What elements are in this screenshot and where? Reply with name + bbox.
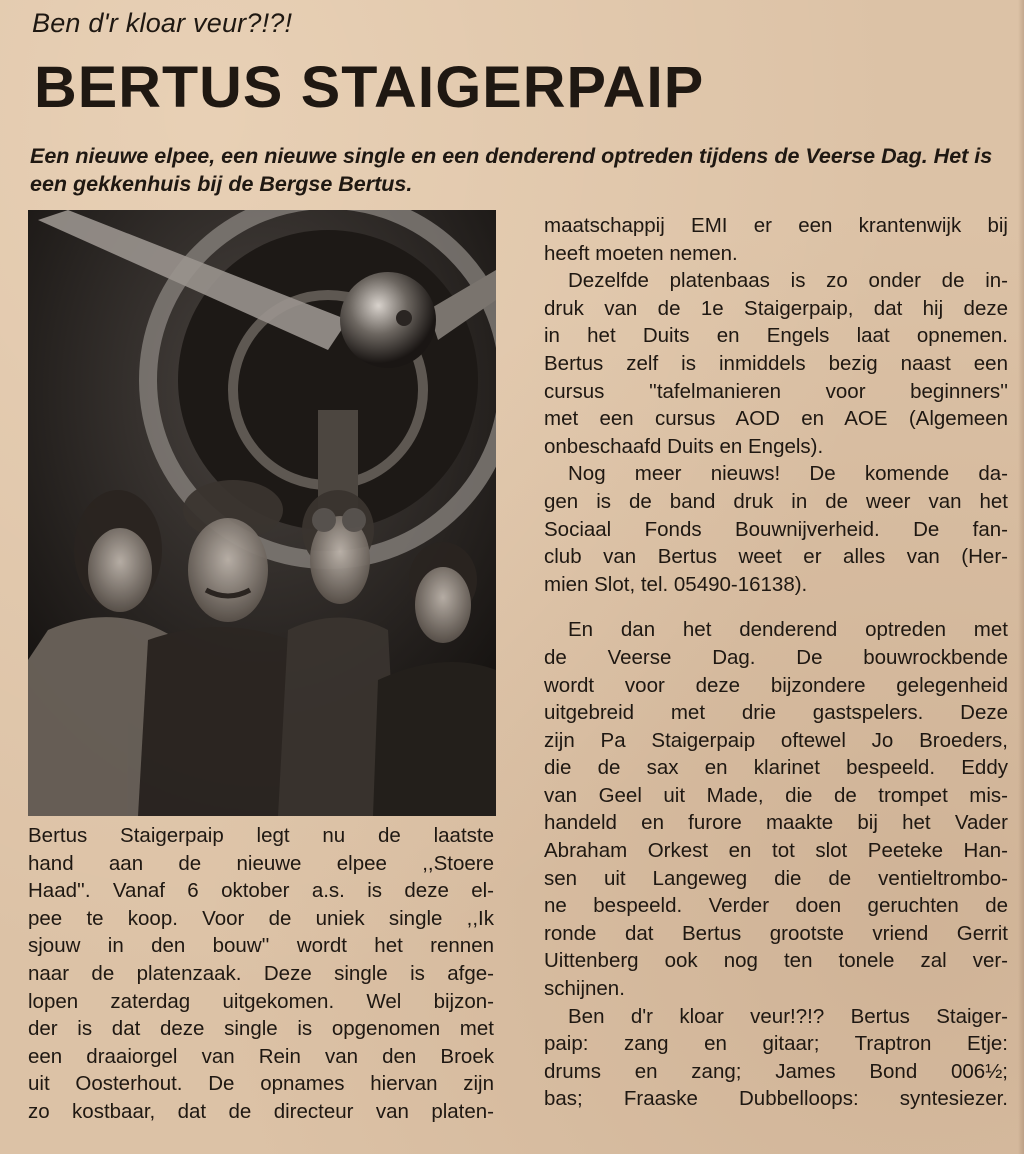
text-line: ronde dat Bertus grootste vriend Gerrit — [544, 921, 1008, 945]
text-line: van Geel uit Made, die de trompet mis- — [544, 783, 1008, 807]
text-line: met een cursus AOD en AOE (Algemeen — [544, 407, 1008, 431]
paragraph-1 — [544, 212, 1008, 267]
left-column — [28, 822, 494, 1126]
text-line: pee te koop. Voor de uniek single ,,Ik — [28, 906, 494, 930]
text-line: uitgebreid met drie gastspelers. Deze — [544, 701, 1008, 725]
band-photo — [28, 210, 496, 816]
text-line: gen is de band druk in de weer van het — [544, 489, 1008, 513]
text-line: schijnen. — [544, 977, 625, 1001]
text-line: uit Oosterhout. De opnames hiervan zijn — [28, 1072, 494, 1096]
text-line: Nog meer nieuws! De komende da- — [568, 462, 1008, 486]
text-line: een draaiorgel van Rein van den Broek — [28, 1044, 494, 1068]
text-line: sen uit Langeweg die de ventieltrombo- — [544, 866, 1008, 890]
headline: BERTUS STAIGERPAIP — [34, 55, 705, 120]
text-line: in het Duits en Engels laat opnemen. — [544, 324, 1008, 348]
text-line: drums en zang; James Bond 006½; — [544, 1059, 1008, 1083]
text-line: Ben d'r kloar veur!?!? Bertus Staiger- — [568, 1004, 1008, 1028]
text-line: maatschappij EMI er een krantenwijk bij — [544, 214, 1008, 237]
text-line: Bertus Staigerpaip legt nu de laatste — [28, 824, 494, 847]
paragraph-3 — [544, 460, 1008, 598]
paragraph-5 — [544, 1003, 1008, 1113]
text-line: club van Bertus weet er alles van (Her- — [544, 545, 1008, 569]
text-line: mien Slot, tel. 05490-16138). — [544, 572, 808, 596]
text-line: der is dat deze single is opgenomen met — [28, 1017, 494, 1041]
text-line: Bertus zelf is inmiddels bezig naast een — [544, 351, 1008, 375]
band-photo-illustration — [28, 210, 496, 816]
kicker: Ben d'r kloar veur?!?! — [32, 8, 293, 38]
text-line: Uittenberg ook nog ten tonele zal ver- — [544, 949, 1008, 973]
text-line: de Veerse Dag. De bouwrockbende — [544, 645, 1008, 669]
text-line: Haad''. Vanaf 6 oktober a.s. is deze el- — [28, 879, 494, 903]
text-line: zijn Pa Staigerpaip oftewel Jo Broeders, — [544, 728, 1008, 752]
text-line: naar de platenzaak. Deze single is afge- — [28, 961, 494, 985]
text-line: lopen zaterdag uitgekomen. Wel bijzon- — [28, 989, 494, 1013]
text-line: Dezelfde platenbaas is zo onder de in- — [568, 269, 1008, 293]
text-line: paip: zang en gitaar; Traptron Etje: — [544, 1032, 1008, 1056]
text-line: Sociaal Fonds Bouwnijverheid. De fan- — [544, 517, 1008, 541]
text-line: cursus ''tafelmanieren voor beginners'' — [544, 379, 1008, 403]
text-line: ne bespeeld. Verder doen geruchten de — [544, 894, 1008, 918]
text-line: heeft moeten nemen. — [544, 241, 738, 265]
text-line: wordt voor deze bijzondere gelegenheid — [544, 673, 1008, 697]
lead-paragraph: Een nieuwe elpee, een nieuwe single en een denderend optreden tijdens de Veerse Dag. Het is een gekkenhuis bij de Bergse Bertus. — [30, 144, 993, 196]
right-column — [544, 212, 1008, 1113]
paper-edge-shadow — [1018, 0, 1024, 1154]
text-line: die de sax en klarinet bespeeld. Eddy — [544, 756, 1008, 780]
paragraph-intro — [28, 822, 494, 1126]
text-line: hand aan de nieuwe elpee ,,Stoere — [28, 851, 494, 875]
paragraph-4 — [544, 616, 1008, 1002]
text-line: handeld en furore maakte bij het Vader — [544, 811, 1008, 835]
text-line: onbeschaafd Duits en Engels). — [544, 434, 824, 458]
text-line: Abraham Orkest en tot slot Peeteke Han- — [544, 839, 1008, 863]
paragraph-2 — [544, 267, 1008, 460]
text-line: zo kostbaar, dat de directeur van platen- — [28, 1099, 494, 1123]
text-line: druk van de 1e Staigerpaip, dat hij deze — [544, 296, 1008, 320]
text-line: sjouw in den bouw'' wordt het rennen — [28, 934, 494, 958]
text-line: bas; Fraaske Dubbelloops: syntesiezer. — [544, 1087, 1008, 1111]
text-line: En dan het denderend optreden met — [568, 618, 1008, 642]
